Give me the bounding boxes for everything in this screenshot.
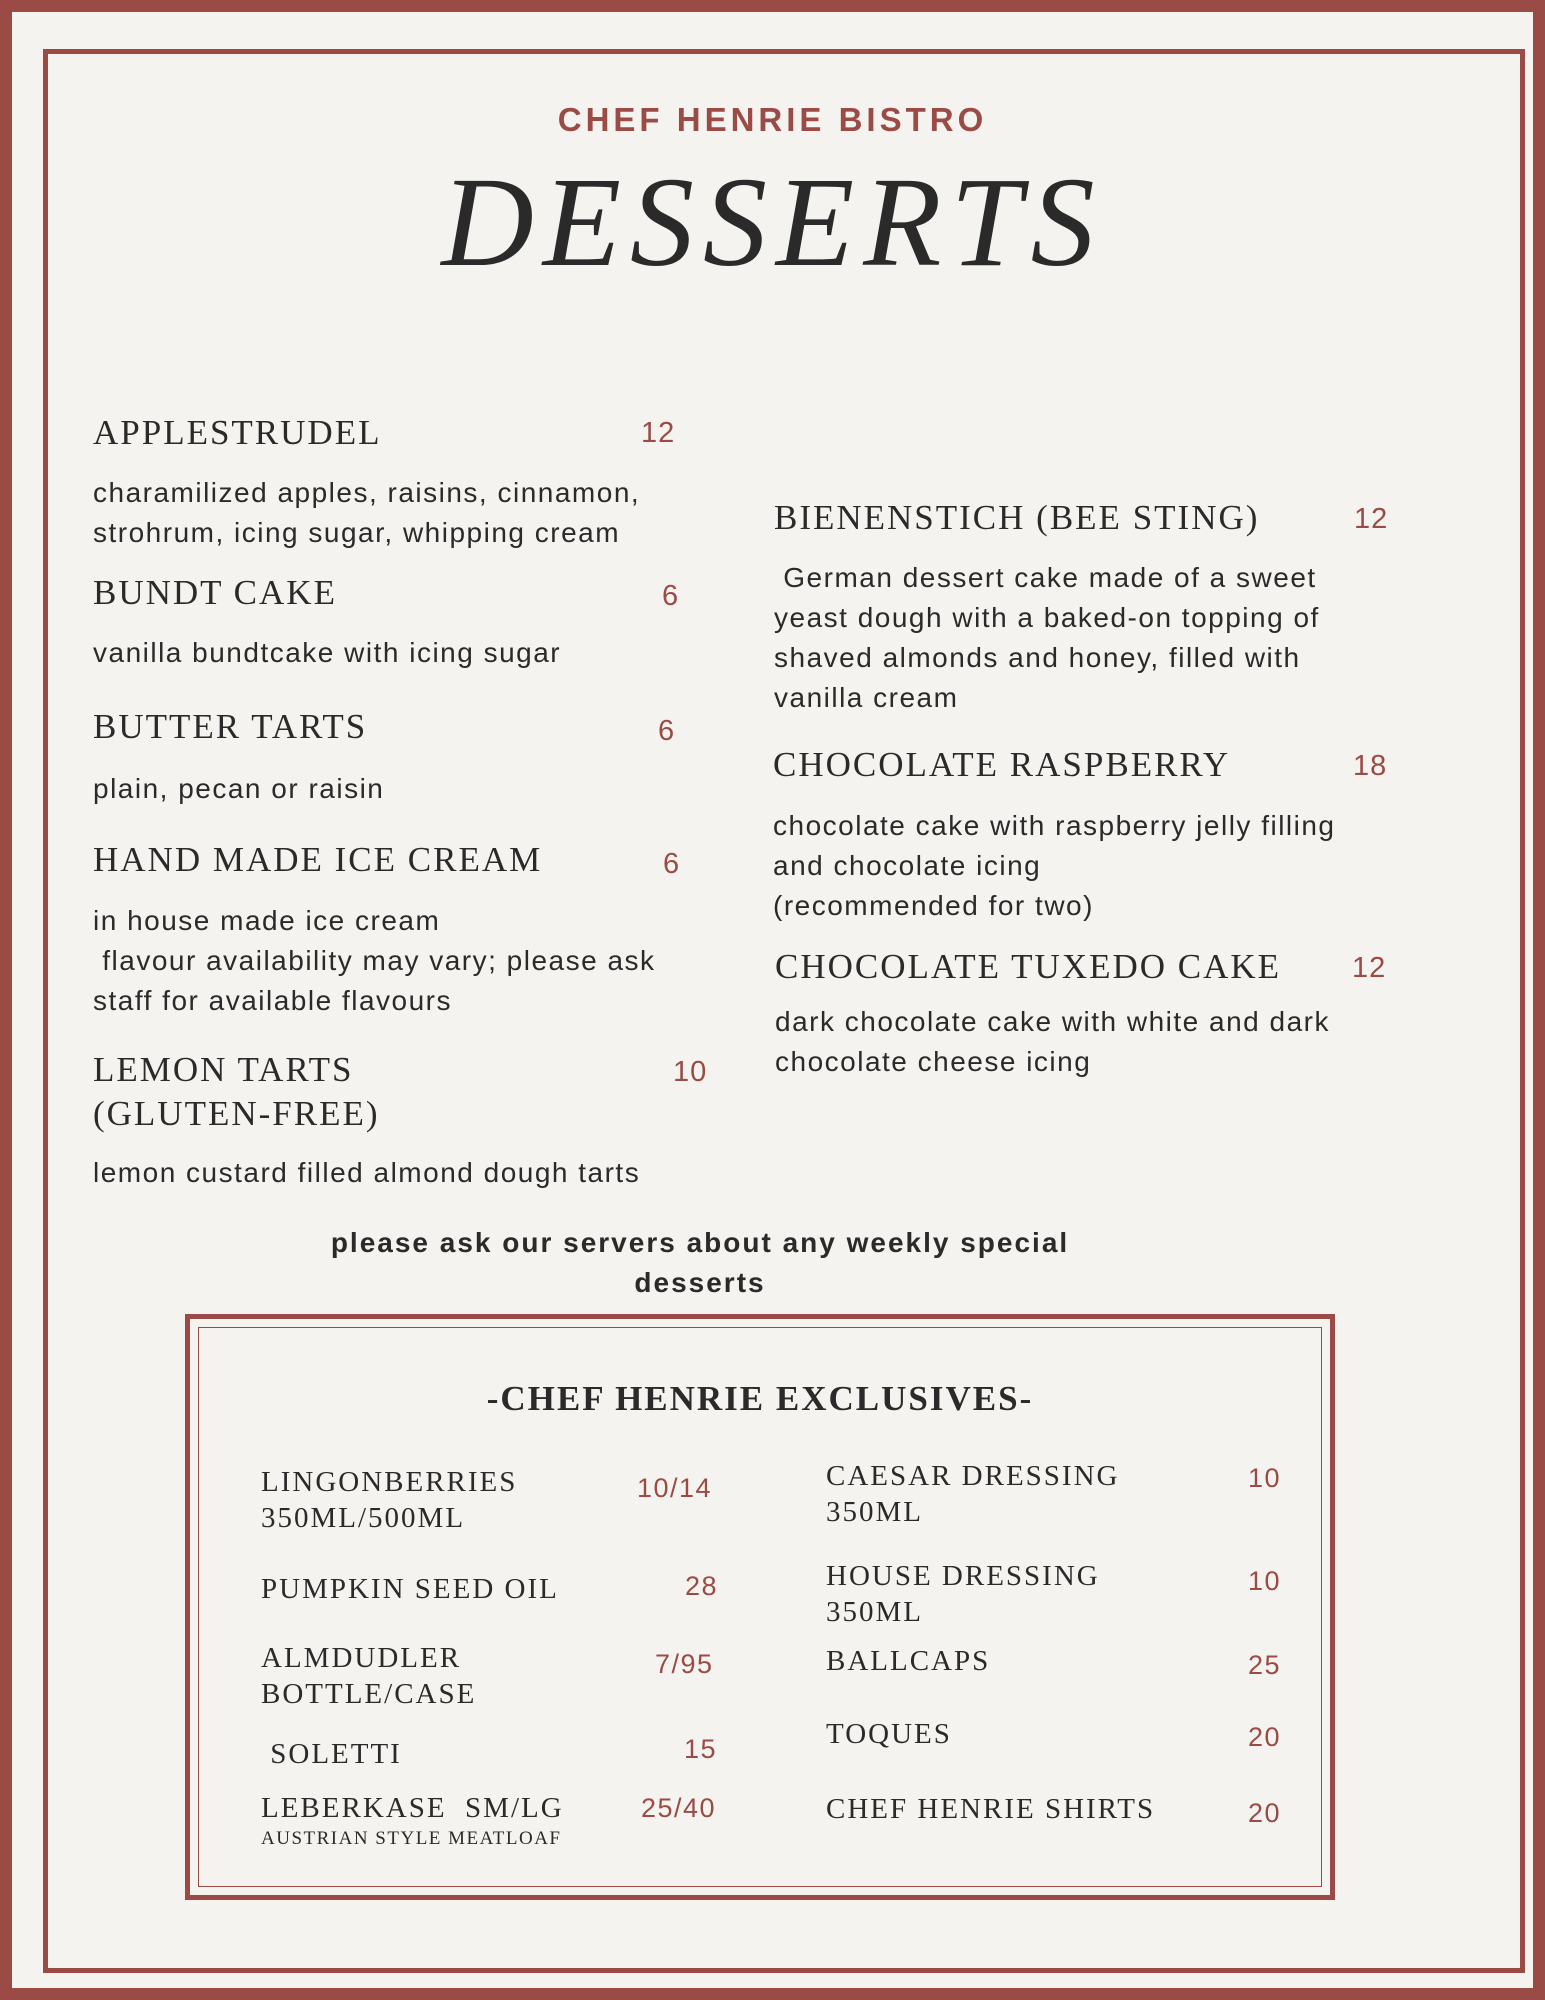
- dessert-desc-ice-cream: in house made ice cream flavour availability may vary; please ask staff for available flavours: [93, 905, 656, 1016]
- exclusive-price-house-dressing: 10: [1248, 1566, 1282, 1596]
- dessert-name-ice-cream: HAND MADE ICE CREAM: [93, 840, 543, 879]
- dessert-price-ice-cream: 6: [663, 848, 681, 880]
- dessert-price-bienenstich: 12: [1354, 503, 1389, 535]
- weekly-specials-note: please ask our servers about any weekly special desserts: [330, 1227, 1070, 1298]
- exclusive-name-toques: TOQUES: [826, 1718, 952, 1750]
- exclusive-price-toques: 20: [1248, 1722, 1282, 1752]
- exclusive-name-shirts: CHEF HENRIE SHIRTS: [826, 1793, 1156, 1825]
- restaurant-name: CHEF HENRIE BISTRO: [557, 101, 988, 138]
- dessert-price-butter-tarts: 6: [658, 715, 676, 747]
- dessert-name-applestrudel: APPLESTRUDEL: [93, 413, 382, 452]
- exclusive-price-caesar-dressing: 10: [1248, 1463, 1282, 1493]
- dessert-price-tuxedo-cake: 12: [1352, 952, 1387, 984]
- exclusive-price-pumpkin-seed-oil: 28: [685, 1571, 719, 1601]
- dessert-desc-chocolate-raspberry: chocolate cake with raspberry jelly filling and chocolate icing (recommended for two): [773, 810, 1336, 921]
- dessert-desc-butter-tarts: plain, pecan or raisin: [93, 773, 385, 804]
- exclusive-price-soletti: 15: [684, 1734, 718, 1764]
- dessert-name-chocolate-raspberry: CHOCOLATE RASPBERRY: [773, 745, 1231, 784]
- exclusive-name-ballcaps: BALLCAPS: [826, 1645, 991, 1677]
- dessert-name-bienenstich: BIENENSTICH (BEE STING): [774, 498, 1260, 537]
- exclusive-price-almdudler: 7/95: [655, 1649, 714, 1679]
- exclusive-name-house-dressing: HOUSE DRESSING 350ML: [826, 1560, 1100, 1628]
- dessert-desc-lemon-tarts: lemon custard filled almond dough tarts: [93, 1157, 641, 1188]
- exclusive-name-almdudler: ALMDUDLER BOTTLE/CASE: [261, 1642, 477, 1710]
- exclusive-price-ballcaps: 25: [1248, 1650, 1282, 1680]
- exclusive-price-leberkase: 25/40: [641, 1793, 717, 1823]
- exclusive-name-lingonberries: LINGONBERRIES 350ML/500ML: [261, 1466, 518, 1534]
- exclusive-name-pumpkin-seed-oil: PUMPKIN SEED OIL: [261, 1573, 559, 1605]
- dessert-price-applestrudel: 12: [641, 417, 676, 449]
- exclusive-subtitle-leberkase: AUSTRIAN STYLE MEATLOAF: [261, 1828, 562, 1849]
- dessert-price-chocolate-raspberry: 18: [1353, 750, 1388, 782]
- dessert-desc-bundt-cake: vanilla bundtcake with icing sugar: [93, 637, 562, 668]
- dessert-name-lemon-tarts: LEMON TARTS (GLUTEN-FREE): [93, 1050, 380, 1133]
- exclusive-name-caesar-dressing: CAESAR DRESSING 350ML: [826, 1460, 1120, 1528]
- exclusives-title: -CHEF HENRIE EXCLUSIVES-: [486, 1379, 1034, 1418]
- dessert-name-tuxedo-cake: CHOCOLATE TUXEDO CAKE: [775, 947, 1282, 986]
- dessert-desc-tuxedo-cake: dark chocolate cake with white and dark chocolate cheese icing: [775, 1006, 1330, 1077]
- dessert-desc-applestrudel: charamilized apples, raisins, cinnamon, strohrum, icing sugar, whipping cream: [93, 477, 641, 548]
- dessert-name-butter-tarts: BUTTER TARTS: [93, 707, 368, 746]
- exclusive-price-lingonberries: 10/14: [637, 1473, 713, 1503]
- dessert-price-bundt-cake: 6: [662, 580, 680, 612]
- dessert-name-bundt-cake: BUNDT CAKE: [93, 573, 337, 612]
- dessert-desc-bienenstich: German dessert cake made of a sweet yeast dough with a baked-on topping of shaved almonds and honey, filled with vanilla cream: [774, 562, 1320, 713]
- exclusive-price-shirts: 20: [1248, 1798, 1282, 1828]
- exclusive-name-leberkase: LEBERKASE SM/LG: [261, 1792, 564, 1824]
- exclusive-name-soletti: SOLETTI: [261, 1738, 402, 1770]
- dessert-price-lemon-tarts: 10: [673, 1056, 708, 1088]
- menu-title: DESSERTS: [441, 151, 1104, 293]
